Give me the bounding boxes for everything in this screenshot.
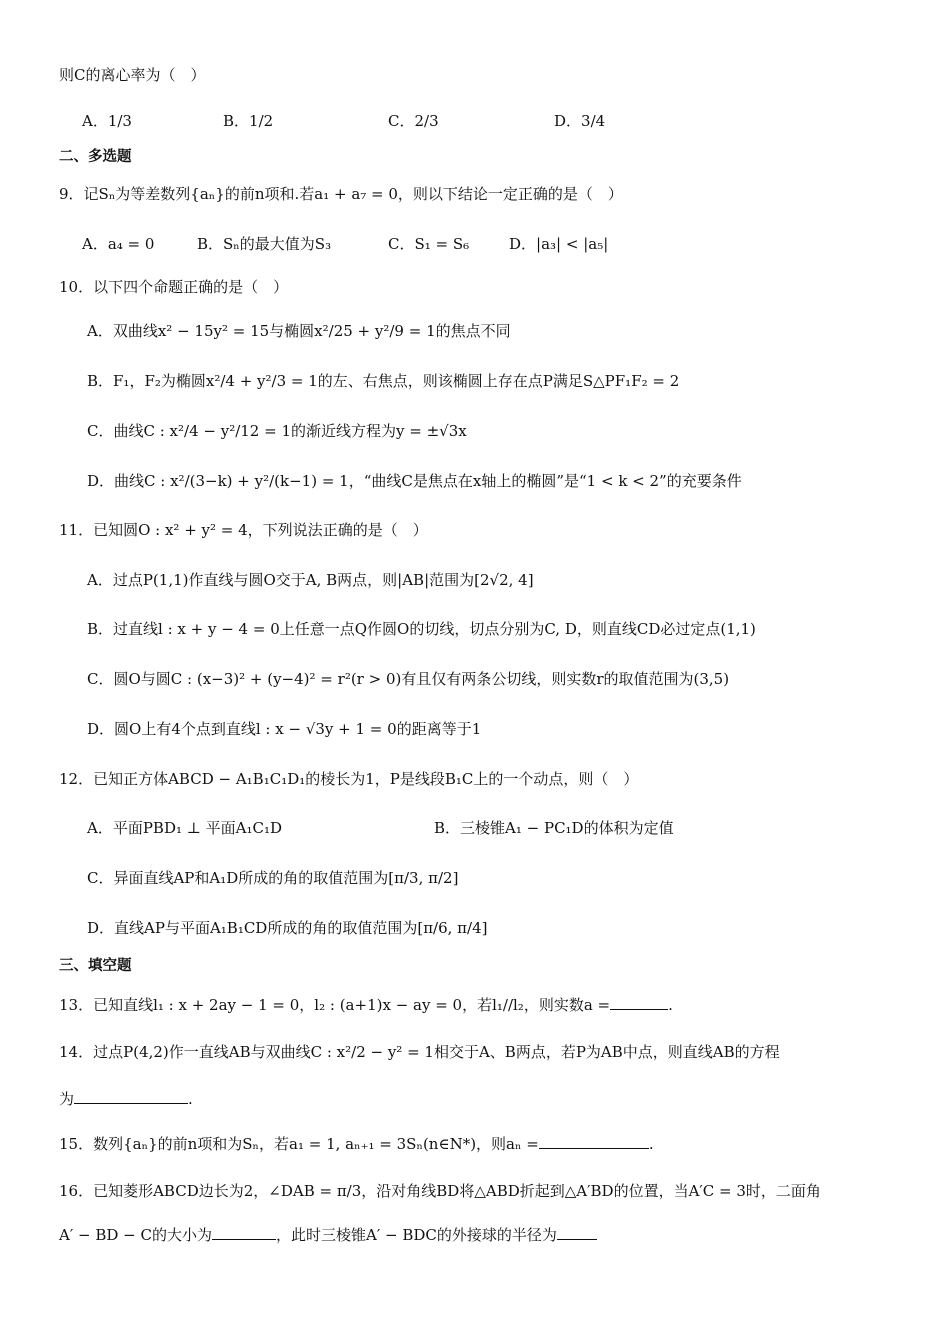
q11-option-b: B．过直线l : x + y − 4 = 0上任意一点Q作圆O的切线，切点分别为C, D，则直线CD必过定点(1,1) bbox=[87, 620, 756, 638]
q8-option-d: D．3/4 bbox=[554, 112, 606, 130]
q14-end: . bbox=[188, 1090, 193, 1108]
q9-option-d: D．|a₃| < |a₅| bbox=[509, 235, 609, 253]
q12-option-a: A．平面PBD₁ ⊥ 平面A₁C₁D bbox=[87, 819, 282, 837]
q14-line2 bbox=[59, 1087, 193, 1110]
q15-line bbox=[59, 1132, 654, 1155]
q9-option-b: B．Sₙ的最大值为S₃ bbox=[197, 235, 332, 253]
q10-option-d: D．曲线C : x²/(3−k) + y²/(k−1) = 1，“曲线C是焦点在x轴上的椭圆”是“1 < k < 2”的充要条件 bbox=[87, 472, 742, 490]
q12-stem: 12．已知正方体ABCD − A₁B₁C₁D₁的棱长为1，P是线段B₁C上的一个动点，则（ ） bbox=[59, 770, 639, 788]
section-title-fill-in: 三、填空题 bbox=[59, 958, 132, 974]
q16-answer-blank-1[interactable] bbox=[212, 1223, 276, 1240]
q8-tail: 则C的离心率为（ ） bbox=[59, 66, 206, 84]
q9-option-c: C．S₁ = S₆ bbox=[388, 235, 470, 253]
q16-line2-second: ，此时三棱锥A′ − BDC的外接球的半径为 bbox=[275, 1226, 557, 1244]
q13-text: 13．已知直线l₁ : x + 2ay − 1 = 0，l₂ : (a+1)x − ay = 0，若l₁//l₂，则实数a = bbox=[59, 996, 611, 1014]
q8-option-c: C．2/3 bbox=[388, 112, 439, 130]
q10-option-b: B．F₁，F₂为椭圆x²/4 + y²/3 = 1的左、右焦点，则该椭圆上存在点P满足S△PF₁F₂ = 2 bbox=[87, 372, 680, 390]
q11-option-c: C．圆O与圆C : (x−3)² + (y−4)² = r²(r > 0)有且仅有两条公切线，则实数r的取值范围为(3,5) bbox=[87, 670, 730, 688]
q8-option-a: A．1/3 bbox=[82, 112, 132, 130]
q12-option-b: B．三棱锥A₁ − PC₁D的体积为定值 bbox=[434, 819, 674, 837]
q14-line2-prefix: 为 bbox=[59, 1090, 75, 1108]
q13-line bbox=[59, 993, 673, 1016]
q12-option-c: C．异面直线AP和A₁D所成的角的取值范围为[π/3, π/2] bbox=[87, 869, 459, 887]
q12-option-d: D．直线AP与平面A₁B₁CD所成的角的取值范围为[π/6, π/4] bbox=[87, 919, 488, 937]
q8-option-b: B．1/2 bbox=[223, 112, 274, 130]
q13-end: . bbox=[668, 996, 673, 1014]
q16-line2 bbox=[59, 1223, 597, 1246]
q16-line2-first: A′ − BD − C的大小为 bbox=[59, 1226, 212, 1244]
q14-line1: 14．过点P(4,2)作一直线AB与双曲线C : x²/2 − y² = 1相交于A、B两点，若P为AB中点，则直线AB的方程 bbox=[59, 1043, 780, 1061]
q14-answer-blank[interactable] bbox=[74, 1087, 188, 1104]
q16-line1: 16．已知菱形ABCD边长为2，∠DAB = π/3，沿对角线BD将△ABD折起到△A′BD的位置，当A′C = 3时，二面角 bbox=[59, 1182, 821, 1200]
q16-answer-blank-2[interactable] bbox=[557, 1223, 597, 1240]
q10-option-a: A．双曲线x² − 15y² = 15与椭圆x²/25 + y²/9 = 1的焦点不同 bbox=[87, 322, 511, 340]
q9-option-a: A．a₄ = 0 bbox=[82, 235, 155, 253]
q10-option-c: C．曲线C : x²/4 − y²/12 = 1的渐近线方程为y = ±√3x bbox=[87, 422, 467, 440]
q15-text: 15．数列{aₙ}的前n项和为Sₙ，若a₁ = 1, aₙ₊₁ = 3Sₙ(n∈N*)，则aₙ = bbox=[59, 1135, 539, 1153]
q10-stem: 10．以下四个命题正确的是（ ） bbox=[59, 278, 289, 296]
q11-option-d: D．圆O上有4个点到直线l : x − √3y + 1 = 0的距离等于1 bbox=[87, 720, 482, 738]
q11-option-a: A．过点P(1,1)作直线与圆O交于A, B两点，则|AB|范围为[2√2, 4] bbox=[87, 571, 534, 589]
q13-answer-blank[interactable] bbox=[610, 993, 668, 1010]
q15-answer-blank[interactable] bbox=[539, 1132, 649, 1149]
q11-stem: 11．已知圆O : x² + y² = 4，下列说法正确的是（ ） bbox=[59, 521, 428, 539]
q15-end: . bbox=[648, 1135, 654, 1153]
section-title-multiple-choice: 二、多选题 bbox=[59, 149, 132, 165]
q9-stem: 9．记Sₙ为等差数列{aₙ}的前n项和.若a₁ + a₇ = 0，则以下结论一定正确的是（ ） bbox=[59, 185, 623, 203]
